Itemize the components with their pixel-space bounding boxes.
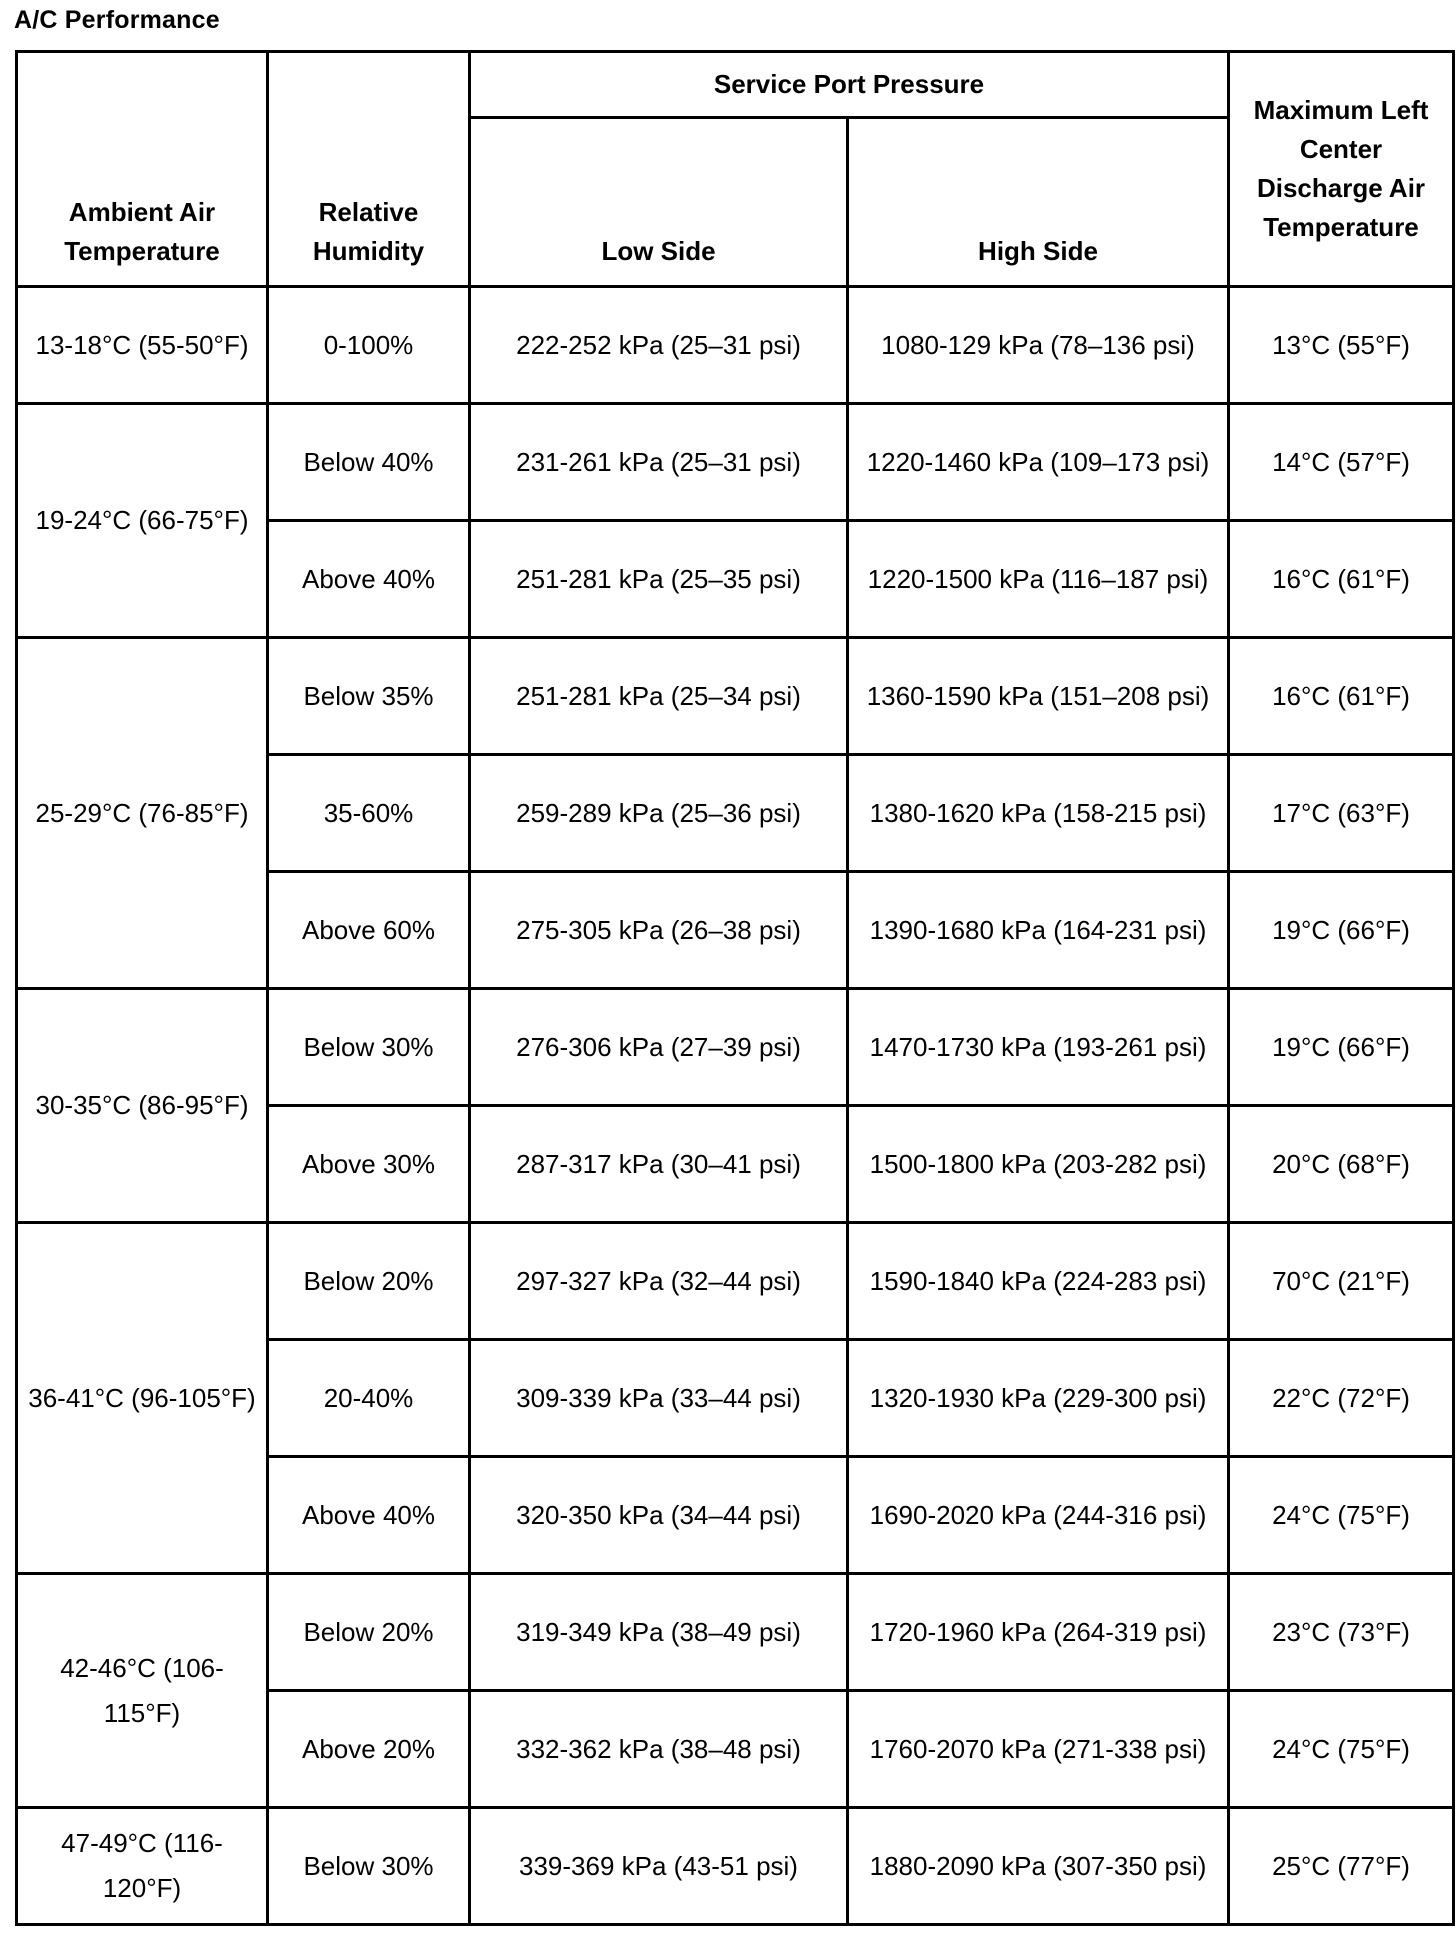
low-side-pressure-cell: 275-305 kPa (26–38 psi)	[470, 872, 848, 989]
header-low-side: Low Side	[470, 118, 848, 287]
max-discharge-temperature-cell: 17°C (63°F)	[1229, 755, 1454, 872]
relative-humidity-cell: Above 40%	[268, 521, 470, 638]
high-side-pressure-cell: 1760-2070 kPa (271-338 psi)	[848, 1691, 1229, 1808]
low-side-pressure-cell: 320-350 kPa (34–44 psi)	[470, 1457, 848, 1574]
relative-humidity-cell: Below 40%	[268, 404, 470, 521]
table-row	[17, 1223, 1454, 1340]
relative-humidity-cell: 20-40%	[268, 1340, 470, 1457]
relative-humidity-cell: Below 35%	[268, 638, 470, 755]
low-side-pressure-cell: 319-349 kPa (38–49 psi)	[470, 1574, 848, 1691]
max-discharge-temperature-cell: 22°C (72°F)	[1229, 1340, 1454, 1457]
relative-humidity-cell: Below 20%	[268, 1223, 470, 1340]
relative-humidity-cell: 35-60%	[268, 755, 470, 872]
low-side-pressure-cell: 297-327 kPa (32–44 psi)	[470, 1223, 848, 1340]
relative-humidity-cell: Above 60%	[268, 872, 470, 989]
max-discharge-temperature-cell: 14°C (57°F)	[1229, 404, 1454, 521]
header-service-port-pressure: Service Port Pressure	[470, 52, 1229, 118]
ac-performance-table	[15, 50, 1455, 1926]
relative-humidity-cell: 0-100%	[268, 287, 470, 404]
max-discharge-temperature-cell: 16°C (61°F)	[1229, 521, 1454, 638]
high-side-pressure-cell: 1380-1620 kPa (158-215 psi)	[848, 755, 1229, 872]
high-side-pressure-cell: 1360-1590 kPa (151–208 psi)	[848, 638, 1229, 755]
max-discharge-temperature-cell: 20°C (68°F)	[1229, 1106, 1454, 1223]
max-discharge-temperature-cell: 13°C (55°F)	[1229, 287, 1454, 404]
table-body	[17, 287, 1454, 1925]
high-side-pressure-cell: 1720-1960 kPa (264-319 psi)	[848, 1574, 1229, 1691]
ambient-temperature-cell: 19-24°C (66-75°F)	[17, 404, 268, 638]
low-side-pressure-cell: 287-317 kPa (30–41 psi)	[470, 1106, 848, 1223]
table-header	[17, 52, 1454, 287]
ambient-temperature-cell: 47-49°C (116-120°F)	[17, 1808, 268, 1925]
high-side-pressure-cell: 1320-1930 kPa (229-300 psi)	[848, 1340, 1229, 1457]
ambient-temperature-cell: 42-46°C (106-115°F)	[17, 1574, 268, 1808]
ambient-temperature-cell: 30-35°C (86-95°F)	[17, 989, 268, 1223]
ambient-temperature-cell: 36-41°C (96-105°F)	[17, 1223, 268, 1574]
high-side-pressure-cell: 1500-1800 kPa (203-282 psi)	[848, 1106, 1229, 1223]
max-discharge-temperature-cell: 24°C (75°F)	[1229, 1691, 1454, 1808]
page-title: A/C Performance	[14, 6, 220, 34]
low-side-pressure-cell: 276-306 kPa (27–39 psi)	[470, 989, 848, 1106]
header-ambient-air-temperature: Ambient Air Temperature	[17, 52, 268, 287]
relative-humidity-cell: Below 20%	[268, 1574, 470, 1691]
max-discharge-temperature-cell: 70°C (21°F)	[1229, 1223, 1454, 1340]
table-row	[17, 287, 1454, 404]
max-discharge-temperature-cell: 16°C (61°F)	[1229, 638, 1454, 755]
high-side-pressure-cell: 1590-1840 kPa (224-283 psi)	[848, 1223, 1229, 1340]
low-side-pressure-cell: 332-362 kPa (38–48 psi)	[470, 1691, 848, 1808]
table-row	[17, 638, 1454, 755]
high-side-pressure-cell: 1390-1680 kPa (164-231 psi)	[848, 872, 1229, 989]
low-side-pressure-cell: 251-281 kPa (25–34 psi)	[470, 638, 848, 755]
relative-humidity-cell: Below 30%	[268, 989, 470, 1106]
high-side-pressure-cell: 1080-129 kPa (78–136 psi)	[848, 287, 1229, 404]
max-discharge-temperature-cell: 23°C (73°F)	[1229, 1574, 1454, 1691]
max-discharge-temperature-cell: 24°C (75°F)	[1229, 1457, 1454, 1574]
header-relative-humidity: Relative Humidity	[268, 52, 470, 287]
table-row	[17, 989, 1454, 1106]
relative-humidity-cell: Above 20%	[268, 1691, 470, 1808]
header-row-1	[17, 52, 1454, 118]
low-side-pressure-cell: 222-252 kPa (25–31 psi)	[470, 287, 848, 404]
low-side-pressure-cell: 339-369 kPa (43-51 psi)	[470, 1808, 848, 1925]
low-side-pressure-cell: 259-289 kPa (25–36 psi)	[470, 755, 848, 872]
relative-humidity-cell: Above 40%	[268, 1457, 470, 1574]
table-row	[17, 404, 1454, 521]
low-side-pressure-cell: 309-339 kPa (33–44 psi)	[470, 1340, 848, 1457]
high-side-pressure-cell: 1880-2090 kPa (307-350 psi)	[848, 1808, 1229, 1925]
low-side-pressure-cell: 251-281 kPa (25–35 psi)	[470, 521, 848, 638]
low-side-pressure-cell: 231-261 kPa (25–31 psi)	[470, 404, 848, 521]
high-side-pressure-cell: 1690-2020 kPa (244-316 psi)	[848, 1457, 1229, 1574]
high-side-pressure-cell: 1470-1730 kPa (193-261 psi)	[848, 989, 1229, 1106]
ambient-temperature-cell: 25-29°C (76-85°F)	[17, 638, 268, 989]
high-side-pressure-cell: 1220-1460 kPa (109–173 psi)	[848, 404, 1229, 521]
header-max-discharge-air-temperature: Maximum Left Center Discharge Air Temperature	[1229, 52, 1454, 287]
relative-humidity-cell: Below 30%	[268, 1808, 470, 1925]
max-discharge-temperature-cell: 19°C (66°F)	[1229, 989, 1454, 1106]
header-high-side: High Side	[848, 118, 1229, 287]
relative-humidity-cell: Above 30%	[268, 1106, 470, 1223]
max-discharge-temperature-cell: 19°C (66°F)	[1229, 872, 1454, 989]
table-row	[17, 1808, 1454, 1925]
table-row	[17, 1574, 1454, 1691]
high-side-pressure-cell: 1220-1500 kPa (116–187 psi)	[848, 521, 1229, 638]
ambient-temperature-cell: 13-18°C (55-50°F)	[17, 287, 268, 404]
max-discharge-temperature-cell: 25°C (77°F)	[1229, 1808, 1454, 1925]
